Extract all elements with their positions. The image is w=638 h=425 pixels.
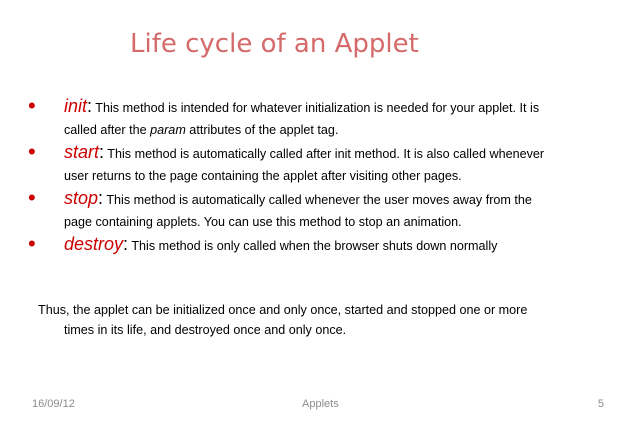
- term-colon: :: [123, 234, 129, 254]
- bullet-line: [64, 188, 612, 210]
- bullet-desc-post: attributes of the applet tag.: [185, 123, 339, 137]
- summary-paragraph: [38, 300, 618, 340]
- bullet-line-continued: page containing applets. You can use this method to stop an animation.: [64, 215, 462, 229]
- bullet-desc: This method is automatically called whenever the user moves away from the: [103, 193, 532, 207]
- bullet-start: [22, 139, 612, 186]
- bullet-line-continued: user returns to the page containing the applet after visiting other pages.: [64, 169, 462, 183]
- term-colon: :: [99, 142, 105, 162]
- slide-title: Life cycle of an Applet: [130, 29, 419, 59]
- bullet-list: [22, 93, 612, 258]
- term-destroy: destroy: [64, 234, 124, 254]
- term-stop: stop: [64, 188, 99, 208]
- bullet-stop: [22, 185, 612, 232]
- footer-title: Applets: [302, 398, 339, 410]
- bullet-destroy: [22, 231, 612, 256]
- summary-line-continued: times in its life, and destroyed once and only once.: [64, 323, 347, 337]
- bullet-icon: •: [28, 93, 36, 118]
- footer-page-number: 5: [597, 398, 604, 410]
- bullet-icon: •: [28, 139, 36, 164]
- bullet-icon: •: [28, 231, 36, 256]
- bullet-desc: This method is only called when the browser shuts down normally: [128, 239, 498, 253]
- summary-line: Thus, the applet can be initialized once and only once, started and stopped one or more: [38, 303, 528, 317]
- term-colon: :: [98, 188, 104, 208]
- term-start: start: [64, 142, 100, 162]
- bullet-init: [22, 93, 612, 140]
- term-init: init: [64, 96, 88, 116]
- bullet-line-continued: [64, 120, 612, 140]
- bullet-desc: This method is intended for whatever initialization is needed for your applet. It is: [92, 101, 540, 115]
- term-colon: :: [87, 96, 93, 116]
- bullet-icon: •: [28, 185, 36, 210]
- footer-date: 16/09/12: [32, 398, 75, 410]
- bullet-desc-pre: called after the: [64, 123, 151, 137]
- bullet-line: [64, 142, 612, 164]
- bullet-desc: This method is automatically called after init method. It is also called whenever: [104, 147, 545, 161]
- bullet-line: [64, 234, 612, 256]
- param-emphasis: param: [150, 123, 186, 137]
- bullet-line: [64, 96, 612, 118]
